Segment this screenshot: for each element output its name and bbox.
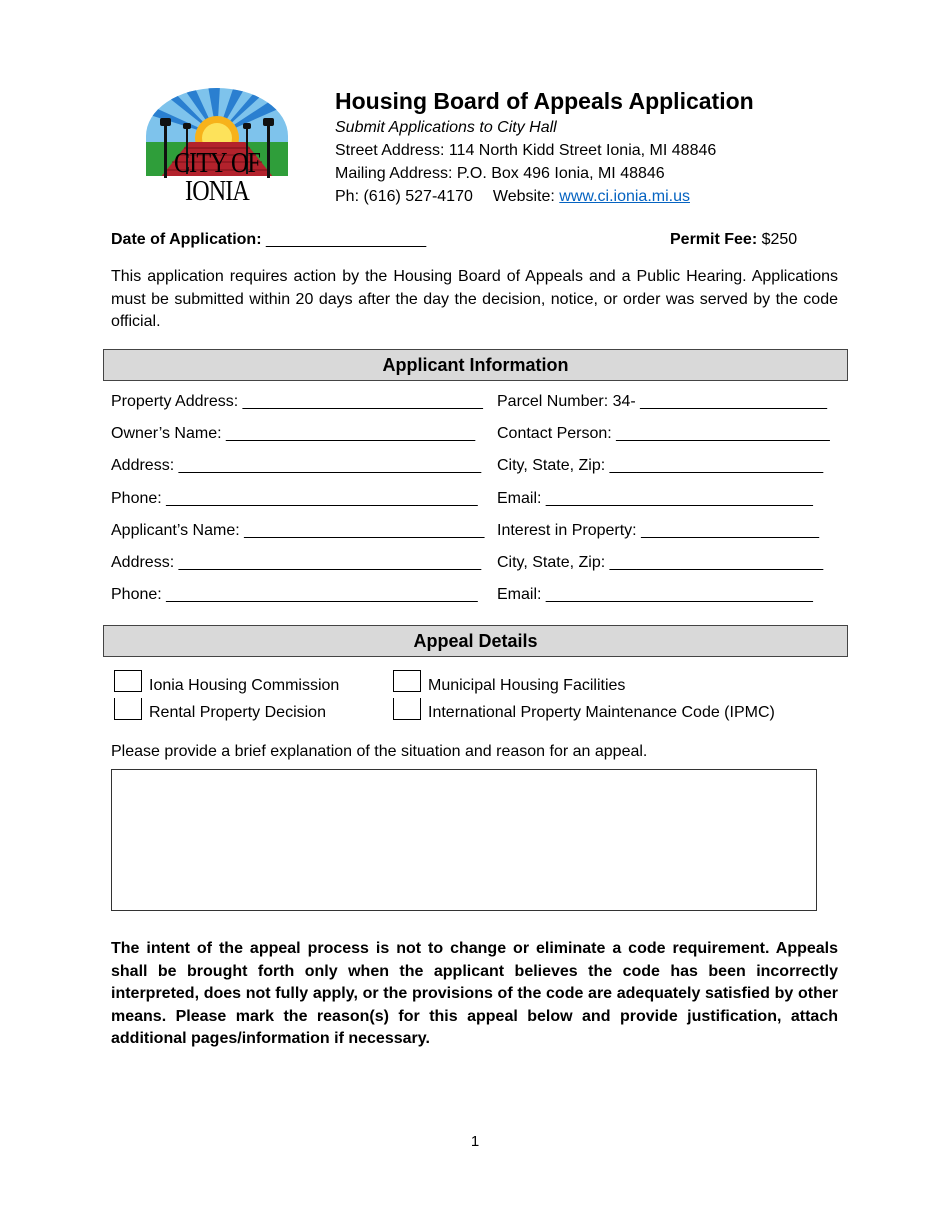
- field-parcel-number[interactable]: Parcel Number: 34- _____________________: [497, 393, 828, 410]
- checkbox-rental-property-decision[interactable]: [114, 698, 142, 720]
- option-label-ipmc: International Property Maintenance Code (IPMC): [428, 704, 775, 721]
- field-applicant-city-state-zip[interactable]: City, State, Zip: ________________________: [497, 554, 824, 571]
- field-applicant-email[interactable]: Email: ______________________________: [497, 586, 813, 603]
- intro-paragraph: This application requires action by the Housing Board of Appeals and a Public Hearing. Applications must be submitted within 20 days after the day the decision, notice, or order was served by the code official.: [111, 268, 838, 330]
- field-owner-address[interactable]: Address: __________________________________: [111, 457, 482, 474]
- street-address: Street Address: 114 North Kidd Street Ionia, MI 48846: [335, 142, 717, 159]
- field-interest-in-property[interactable]: Interest in Property: ____________________: [497, 522, 820, 539]
- permit-fee: [670, 230, 797, 250]
- city-of-ionia-logo: [134, 86, 300, 206]
- website-label: Website:: [492, 188, 555, 205]
- date-label: Date of Application:: [111, 231, 262, 248]
- fee-value: $250: [757, 231, 798, 248]
- date-of-application: [111, 230, 426, 250]
- field-applicant-address[interactable]: Address: __________________________________: [111, 554, 482, 571]
- option-label-rental-property-decision: Rental Property Decision: [149, 704, 326, 721]
- intent-paragraph: The intent of the appeal process is not to change or eliminate a code requirement. Appeals shall be brought forth only when the applicant believes the code has been incorrectly interpreted, does not fully apply, or the provisions of the code are adequately satisfied by other means. Please mark the reason(s) for this appeal below and provide justification, attach additional pages/information if necessary.: [111, 940, 838, 1047]
- fee-label: Permit Fee:: [670, 231, 758, 248]
- explanation-prompt: Please provide a brief explanation of the situation and reason for an appeal.: [111, 743, 648, 760]
- field-applicant-phone[interactable]: Phone: ___________________________________: [111, 586, 478, 603]
- page-number: 1: [470, 1133, 480, 1150]
- header: [335, 86, 754, 208]
- option-label-ionia-housing-commission: Ionia Housing Commission: [149, 677, 340, 694]
- checkbox-ionia-housing-commission[interactable]: [114, 670, 142, 692]
- field-owner-name[interactable]: Owner’s Name: ____________________________: [111, 425, 476, 442]
- explanation-textarea[interactable]: [111, 769, 817, 911]
- option-label-municipal-housing-facilities: Municipal Housing Facilities: [428, 677, 626, 694]
- field-owner-city-state-zip[interactable]: City, State, Zip: ________________________: [497, 457, 824, 474]
- phone-number: Ph: (616) 527-4170: [335, 188, 473, 205]
- submit-instruction: Submit Applications to City Hall: [335, 119, 557, 136]
- section-header-applicant: Applicant Information: [103, 349, 848, 381]
- website-link[interactable]: www.ci.ionia.mi.us: [559, 188, 690, 205]
- section-header-appeal-details: Appeal Details: [103, 625, 848, 657]
- field-owner-email[interactable]: Email: ______________________________: [497, 490, 813, 507]
- checkbox-ipmc[interactable]: [393, 698, 421, 720]
- page-title: Housing Board of Appeals Application: [335, 88, 754, 114]
- checkbox-municipal-housing-facilities[interactable]: [393, 670, 421, 692]
- field-owner-phone[interactable]: Phone: ___________________________________: [111, 490, 478, 507]
- contact-line: [335, 185, 754, 208]
- mailing-address: Mailing Address: P.O. Box 496 Ionia, MI 48846: [335, 165, 665, 182]
- field-property-address[interactable]: Property Address: ___________________________: [111, 393, 483, 410]
- date-field[interactable]: __________________: [261, 231, 427, 248]
- field-contact-person[interactable]: Contact Person: ________________________: [497, 425, 830, 442]
- field-applicant-name[interactable]: Applicant’s Name: ___________________________: [111, 522, 485, 539]
- logo-text: CITY OF IONIA: [173, 148, 261, 207]
